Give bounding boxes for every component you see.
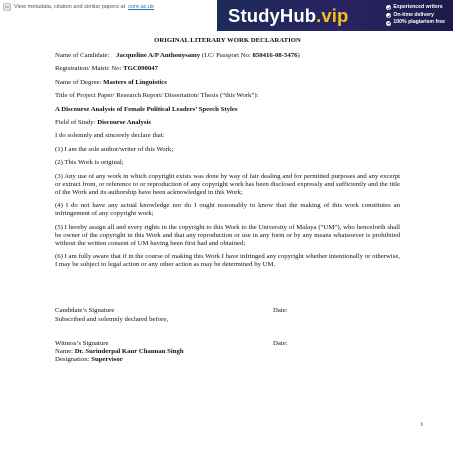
declaration-item-4: (4) I do not have any actual knowledge nor do I ought reasonably to know that the making of this work constitutes an infringement of any copyright work;: [55, 202, 400, 218]
passport-label: (I.C/ Passport No:: [201, 52, 253, 60]
candidate-signature-label: Candidate’s Signature: [55, 307, 115, 315]
designation-line: [55, 356, 400, 364]
brand-tld: .vip: [316, 4, 349, 26]
declaration-item-3: (3) Any use of any work in which copyright exists was done by way of fair dealing and for permitted purposes and any excerpt or extract from, or reference to or reproduction of any copyright work has been disclosed expressly and sufficiently and the title of the Work and its authorship have been acknowledged in this Work;: [55, 172, 400, 196]
work-title: A Discourse Analysis of Female Political Leaders’ Speech Styles: [55, 105, 238, 113]
check-icon: [386, 13, 391, 18]
registration-number: TGC090047: [123, 65, 158, 73]
ad-feature-item: [386, 19, 445, 27]
brand-main: StudyHub: [228, 4, 317, 26]
document-title: ORIGINAL LITERARY WORK DECLARATION: [154, 37, 301, 44]
field-label: Field of Study:: [55, 119, 98, 127]
candidate-line: [55, 52, 400, 60]
work-label: Title of Project Paper/ Research Report/ Dissertation/ Thesis (“this Work”):: [55, 92, 259, 100]
registration-line: [55, 65, 400, 73]
designation: Supervisor: [91, 355, 123, 363]
candidate-signature-row: [55, 307, 400, 315]
ad-features: [386, 4, 445, 27]
declaration-intro: I do solemnly and sincerely declare that:: [55, 132, 165, 140]
registration-label: Registration/ Matric No:: [55, 65, 124, 73]
check-icon: [386, 5, 391, 10]
witness-name-line: [55, 348, 400, 356]
witness-signature-row: [55, 340, 400, 348]
degree-line: [55, 79, 400, 87]
declaration-item-2: (2) This Work is original;: [55, 159, 124, 167]
witness-name: Dr. Surinderpal Kaur Channan Singh: [74, 347, 184, 355]
check-icon: [386, 21, 391, 26]
ad-feature-label: Experienced writers: [393, 4, 443, 11]
passport-close: ): [297, 52, 300, 60]
core-metadata-text: View metadata, citation and similar papers at: [14, 4, 126, 10]
field-name: Discourse Analysis: [97, 119, 152, 127]
page-number: i: [421, 421, 423, 428]
core-link[interactable]: core.ac.uk: [128, 4, 155, 10]
ad-feature-label: On-time delivery: [393, 11, 435, 18]
core-logo-icon: [3, 3, 11, 11]
passport-number: 850416-08-5476: [252, 52, 298, 60]
witness-signature-label: Witness’s Signature: [55, 339, 109, 347]
studyhub-logo: [228, 5, 348, 27]
declaration-document: [55, 37, 400, 364]
candidate-name: Jacqueline A/P Anthonysamy: [116, 52, 201, 60]
ad-feature-label: 100% plagiarism free: [393, 19, 445, 26]
witness-date-label: Date:: [273, 339, 288, 347]
candidate-date-label: Date:: [273, 307, 288, 315]
field-line: [55, 119, 400, 127]
studyhub-ad-banner[interactable]: [217, 0, 453, 31]
declaration-item-6: (6) I am fully aware that if in the course of making this Work I have infringed any copyright whether intentionally or otherwise, I may be subject to legal action or any other action as may be determined by UM.: [55, 253, 400, 269]
witness-name-label: Name:: [55, 347, 75, 355]
subscribed-statement: Subscribed and solemnly declared before,: [55, 315, 169, 323]
designation-label: Designation:: [55, 355, 92, 363]
declaration-item-1: (1) I am the sole author/writer of this Work;: [55, 145, 174, 153]
ad-feature-item: [386, 12, 445, 20]
core-metadata-bar: [0, 0, 223, 14]
degree-name: Masters of Linguistics: [103, 78, 167, 86]
candidate-label: Name of Candidate:: [55, 52, 110, 60]
degree-label: Name of Degree:: [55, 78, 104, 86]
declaration-item-5: (5) I hereby assign all and every rights in the copyright to this Work to the University of Malaya (“UM”), who henceforth shall be owner of the copyright in this Work and that any reproduction or use in any form or by any means whatsoever is prohibited without the written consent of UM having been first had and obtained;: [55, 223, 400, 247]
ad-feature-item: [386, 4, 445, 12]
